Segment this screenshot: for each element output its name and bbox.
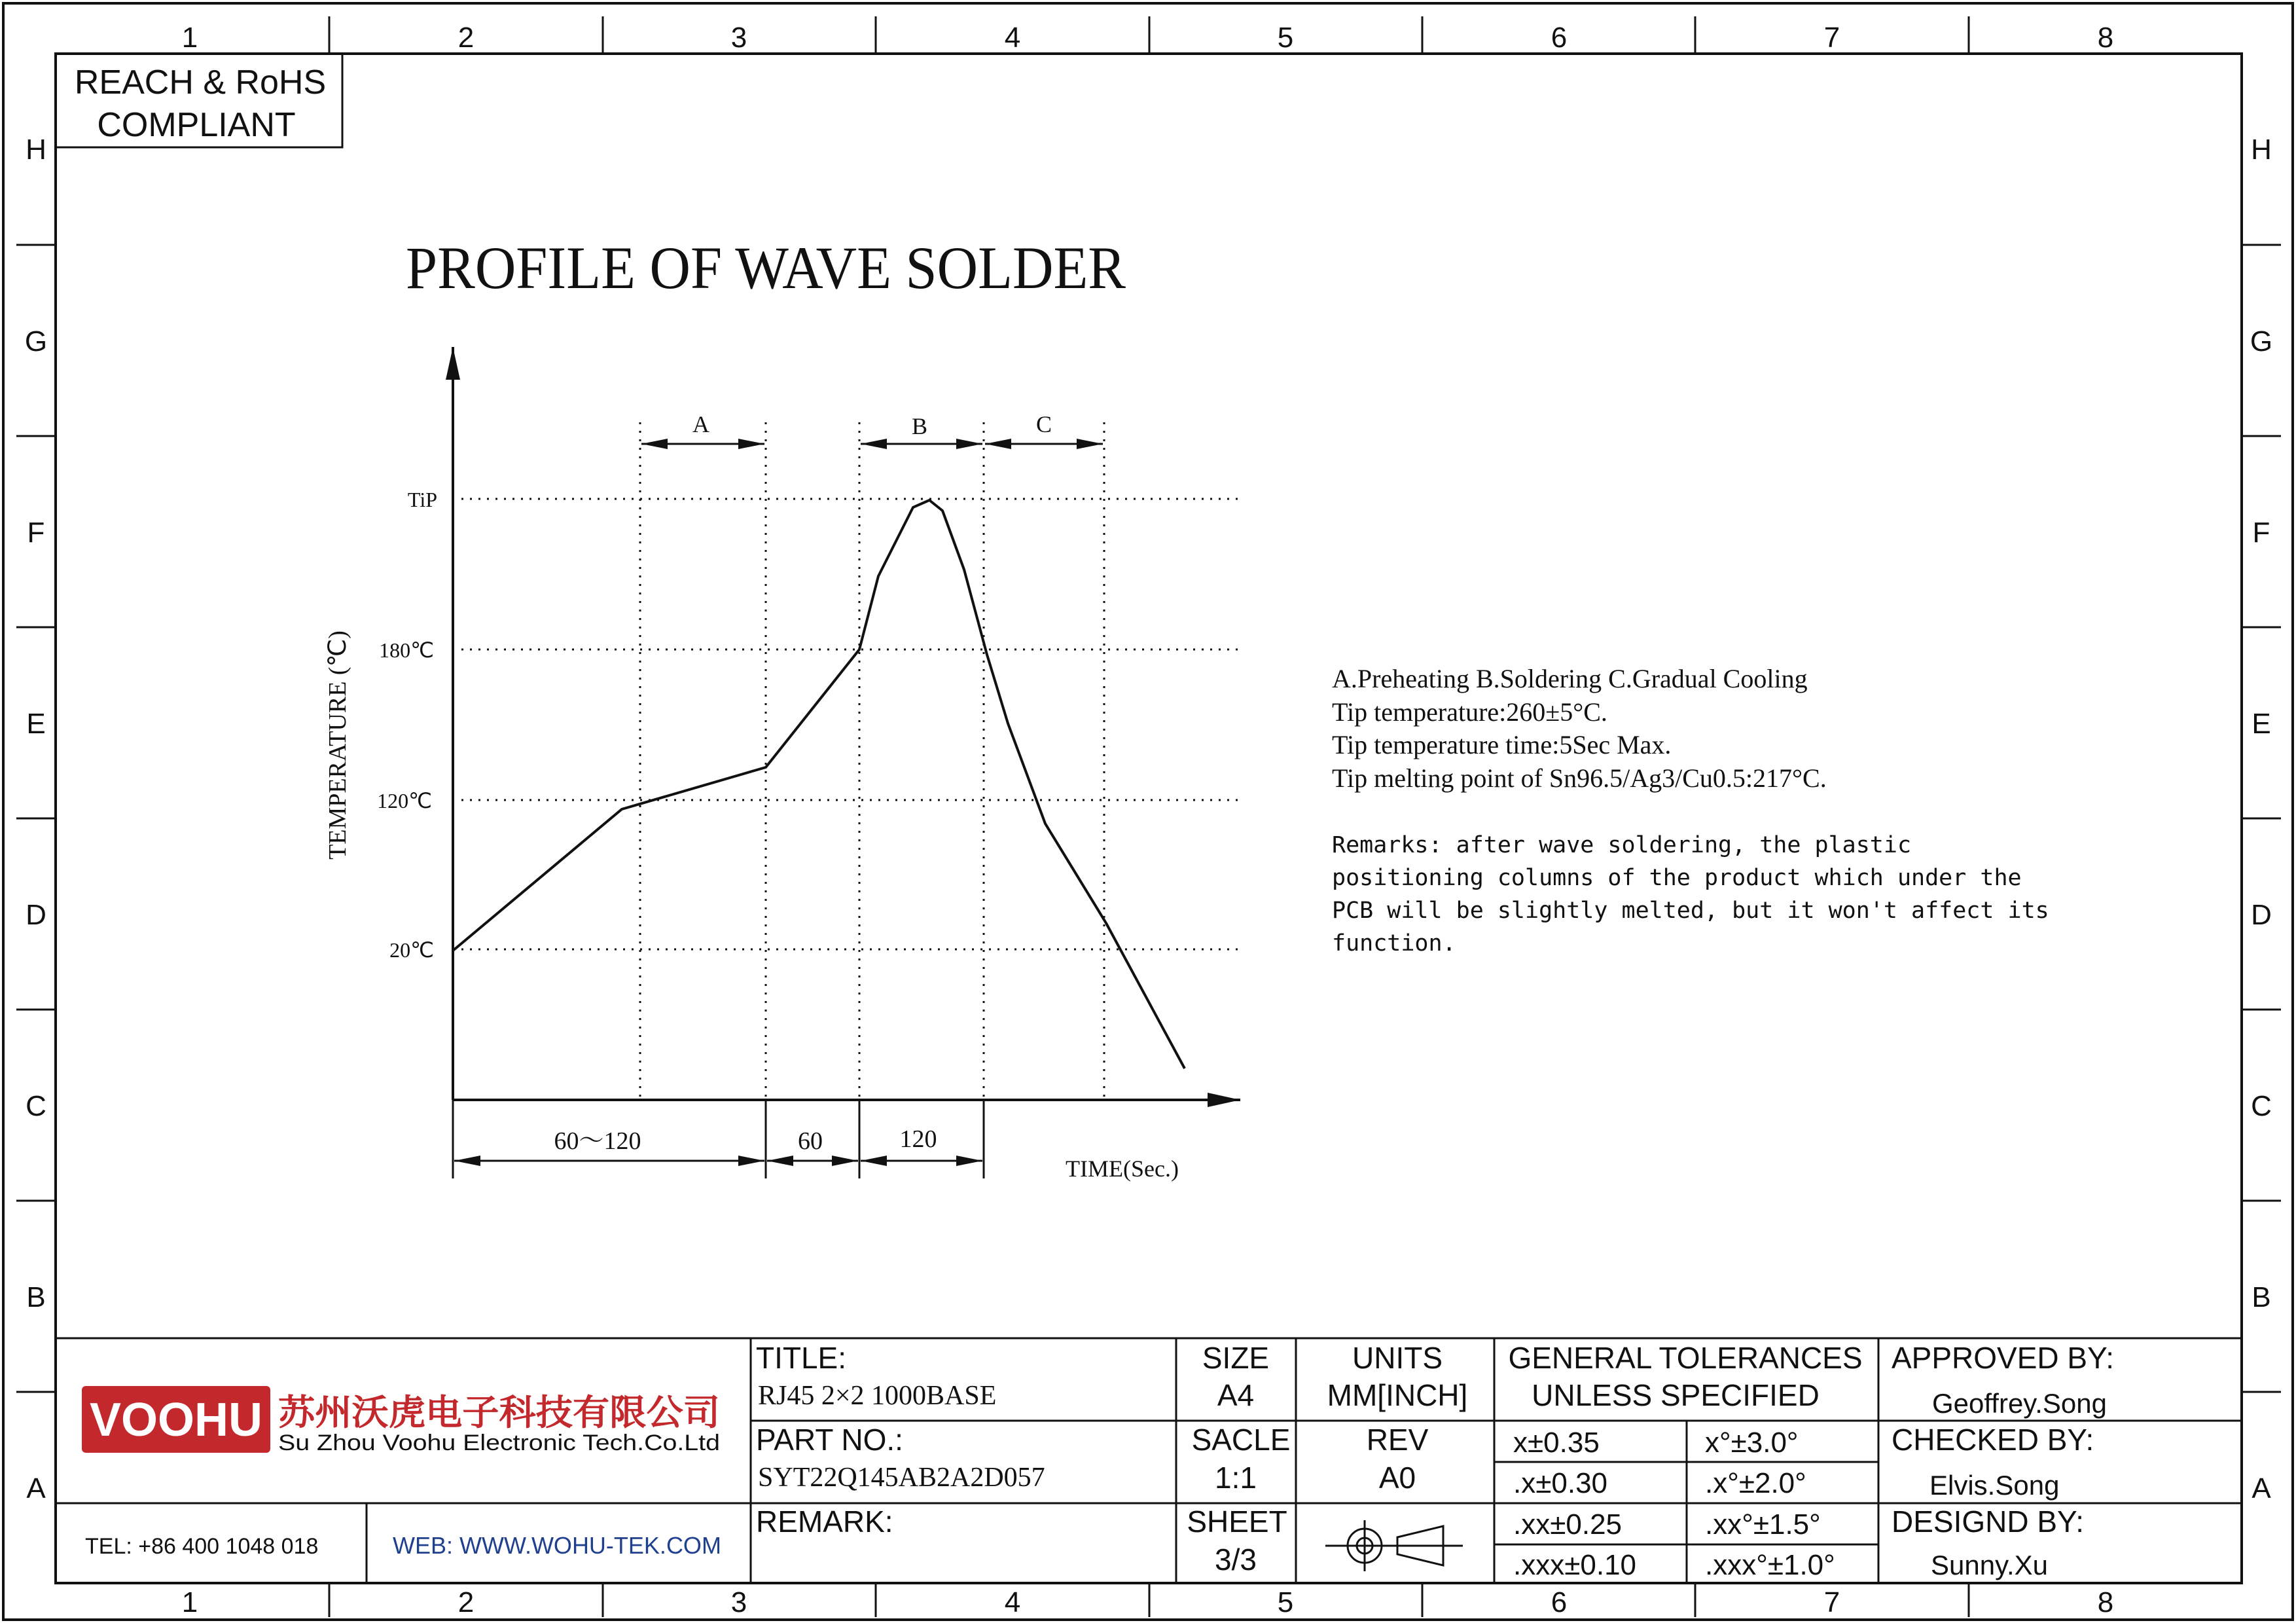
tolerance-angular: .xx°±1.5° (1705, 1508, 1821, 1541)
col-marker-top: 6 (1551, 22, 1568, 54)
row-marker-left: B (26, 1281, 46, 1313)
note-line: Tip melting point of Sn96.5/Ag3/Cu0.5:217°C. (1332, 763, 1827, 793)
tolerance-angular: .xxx°±1.0° (1705, 1549, 1835, 1581)
sheet-value: 3/3 (1215, 1542, 1257, 1577)
time-span-1-label: 60～120 (554, 1127, 641, 1155)
designed-by-name: Sunny.Xu (1931, 1550, 2049, 1580)
col-marker-bottom: 1 (181, 1586, 198, 1618)
tolerance-angular: x°±3.0° (1705, 1427, 1799, 1459)
compliance-line-2: COMPLIANT (97, 106, 296, 144)
logo-text: VOOHU (89, 1394, 263, 1446)
tolerance-linear: x±0.35 (1513, 1427, 1600, 1459)
remark-line: Remarks: after wave soldering, the plastic (1332, 832, 1912, 858)
col-marker-top: 2 (457, 22, 475, 54)
remark-line: PCB will be slightly melted, but it won't affect its (1332, 898, 2049, 924)
units-label: UNITS (1352, 1341, 1443, 1375)
scale-value: 1:1 (1215, 1461, 1257, 1495)
temp-label-tip: TiP (407, 488, 437, 511)
y-axis-label: TEMPERATURE (℃) (324, 630, 351, 860)
row-marker-right: C (2251, 1090, 2272, 1122)
designed-by-label: DESIGND BY: (1892, 1504, 2084, 1539)
size-label: SIZE (1202, 1341, 1270, 1375)
approved-by-label: APPROVED BY: (1892, 1341, 2115, 1375)
checked-by-name: Elvis.Song (1929, 1470, 2060, 1501)
col-marker-bottom: 4 (1004, 1586, 1021, 1618)
rev-value: A0 (1378, 1461, 1416, 1495)
tolerance-angular: .x°±2.0° (1705, 1467, 1806, 1499)
temp-label-20: 20℃ (389, 938, 434, 962)
note-line: A.Preheating B.Soldering C.Gradual Cooling (1332, 664, 1808, 693)
tolerances-header-1: GENERAL TOLERANCES (1508, 1341, 1863, 1375)
company-name-en: Su Zhou Voohu Electronic Tech.Co.Ltd (278, 1431, 720, 1455)
row-marker-left: F (27, 517, 45, 549)
title-label: TITLE: (756, 1341, 847, 1375)
company-web: WEB: WWW.WOHU-TEK.COM (393, 1532, 721, 1559)
col-marker-top: 4 (1004, 22, 1021, 54)
time-span-3-label: 120 (899, 1125, 937, 1153)
units-value: MM[INCH] (1327, 1378, 1468, 1412)
notes (1332, 664, 1827, 793)
temperature-curve (453, 500, 1185, 1068)
row-marker-right: G (2250, 325, 2273, 357)
zone-c-label: C (1035, 411, 1052, 437)
row-marker-left: D (26, 899, 46, 931)
rev-label: REV (1366, 1423, 1429, 1457)
size-value: A4 (1217, 1378, 1255, 1412)
company-tel: TEL: +86 400 1048 018 (85, 1534, 319, 1559)
row-marker-right: H (2251, 134, 2272, 166)
note-line: Tip temperature time:5Sec Max. (1332, 730, 1672, 759)
tolerance-linear: .x±0.30 (1513, 1467, 1608, 1499)
row-marker-left: C (26, 1090, 46, 1122)
col-marker-top: 5 (1277, 22, 1294, 54)
scale-label: SACLE (1191, 1423, 1291, 1457)
row-marker-left: H (26, 134, 46, 166)
remark-label: REMARK: (756, 1504, 893, 1539)
note-line: Tip temperature:260±5°C. (1332, 697, 1607, 727)
remarks (1332, 832, 2049, 957)
compliance-line-1: REACH & RoHS (74, 64, 327, 101)
row-marker-left: G (24, 325, 48, 357)
row-marker-right: D (2251, 899, 2272, 931)
guide-lines (461, 422, 1242, 1100)
approved-by-name: Geoffrey.Song (1932, 1388, 2107, 1419)
col-marker-top: 3 (730, 22, 747, 54)
remark-line: positioning columns of the product which under the (1332, 865, 2022, 891)
col-marker-bottom: 5 (1277, 1586, 1294, 1618)
zone-a-label: A (692, 411, 709, 437)
col-marker-bottom: 6 (1551, 1586, 1568, 1618)
row-marker-right: E (2251, 708, 2271, 740)
compliance-box (56, 54, 342, 147)
time-span-2-label: 60 (798, 1127, 823, 1155)
remark-line: function. (1332, 930, 1456, 957)
zone-markers (25, 22, 2272, 1618)
col-marker-top: 1 (181, 22, 198, 54)
title-block (56, 1338, 2242, 1583)
row-marker-right: B (2251, 1281, 2271, 1313)
part-no-value: SYT22Q145AB2A2D057 (758, 1463, 1045, 1493)
zone-ticks (16, 16, 2281, 1617)
col-marker-bottom: 3 (730, 1586, 747, 1618)
col-marker-top: 8 (2097, 22, 2114, 54)
col-marker-top: 7 (1823, 22, 1840, 54)
zone-b-label: B (911, 413, 928, 439)
drawing-title: PROFILE OF WAVE SOLDER (406, 234, 1126, 301)
row-marker-left: A (26, 1472, 46, 1504)
checked-by-label: CHECKED BY: (1892, 1423, 2094, 1457)
row-marker-right: F (2252, 517, 2270, 549)
col-marker-bottom: 7 (1823, 1586, 1840, 1618)
tolerance-linear: .xx±0.25 (1513, 1508, 1623, 1541)
row-marker-left: E (26, 708, 46, 740)
company-logo (82, 1386, 720, 1455)
col-marker-bottom: 8 (2097, 1586, 2114, 1618)
company-name-cn: 苏州沃虎电子科技有限公司 (278, 1392, 720, 1433)
profile-diagram (324, 347, 1242, 1182)
col-marker-bottom: 2 (457, 1586, 475, 1618)
title-value: RJ45 2×2 1000BASE (758, 1381, 997, 1411)
part-no-label: PART NO.: (756, 1423, 903, 1457)
tolerance-linear: .xxx±0.10 (1513, 1549, 1637, 1581)
sheet-label: SHEET (1187, 1504, 1287, 1539)
projection-symbol-icon (1325, 1520, 1463, 1571)
x-axis-label: TIME(Sec.) (1066, 1156, 1179, 1182)
row-marker-right: A (2251, 1472, 2271, 1504)
temp-label-120: 120℃ (377, 789, 432, 812)
temp-label-180: 180℃ (379, 638, 434, 662)
tolerances-header-2: UNLESS SPECIFIED (1532, 1378, 1820, 1412)
